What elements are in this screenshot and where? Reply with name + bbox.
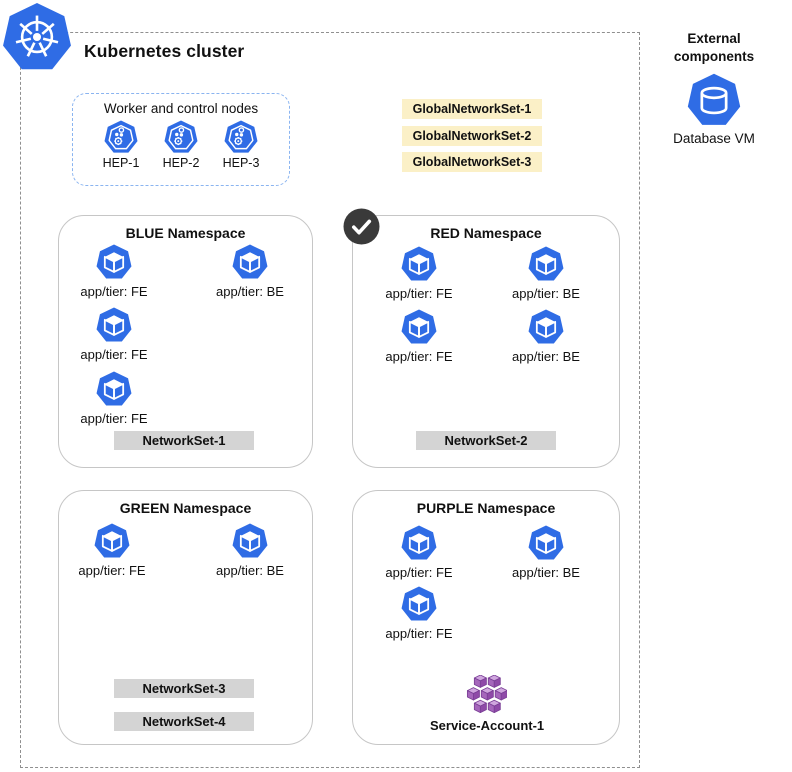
database-icon [687,73,741,127]
pod-label: app/tier: FE [385,349,453,364]
pod [59,371,169,426]
pod [491,246,601,301]
pod [195,523,305,578]
networkset-badge: NetworkSet-4 [114,712,254,731]
networkset-badge: NetworkSet-3 [114,679,254,698]
pod [195,244,305,299]
pod-icon [232,523,268,559]
pod [59,307,169,362]
pod [364,586,474,641]
node-label: HEP-3 [222,156,260,170]
global-networkset-badge: GlobalNetworkSet-1 [402,99,542,119]
pod-icon [94,523,130,559]
kubernetes-logo-icon [2,2,72,72]
node-label: HEP-2 [162,156,200,170]
networkset-badge: NetworkSet-2 [416,431,556,450]
pod [59,244,169,299]
pod-icon [401,586,437,622]
node-icon [104,120,138,154]
namespace-title: RED Namespace [430,225,542,241]
external-components-panel [664,30,764,146]
namespace-blue [58,215,313,468]
service-account-label: Service-Account-1 [430,718,545,733]
node-label: HEP-1 [102,156,140,170]
service-account [430,675,545,733]
external-components-title: External components [673,31,755,64]
namespace-title: BLUE Namespace [125,225,246,241]
selected-check-icon [343,208,380,245]
namespace-title: GREEN Namespace [119,500,252,516]
pod-icon [528,246,564,282]
worker-nodes-box [72,93,290,186]
pod-label: app/tier: BE [512,565,580,580]
pod [364,525,474,580]
service-account-icon [463,675,507,713]
namespace-red [352,215,620,468]
node-hep-2 [153,120,209,170]
pod-label: app/tier: FE [78,563,146,578]
namespace-green [58,490,313,745]
node-hep-1 [93,120,149,170]
pod-label: app/tier: BE [512,349,580,364]
pod-icon [232,244,268,280]
pod-icon [528,525,564,561]
pod-label: app/tier: FE [80,411,148,426]
networkset-badge: NetworkSet-1 [114,431,254,450]
namespace-purple [352,490,620,745]
pod-label: app/tier: FE [385,286,453,301]
pod [364,246,474,301]
node-icon [224,120,258,154]
pod [491,525,601,580]
pod-label: app/tier: FE [80,284,148,299]
external-item-label: Database VM [673,131,755,147]
pod-label: app/tier: FE [385,565,453,580]
pod-icon [96,371,132,407]
pod-label: app/tier: FE [80,347,148,362]
node-hep-3 [213,120,269,170]
worker-nodes-title: Worker and control nodes [103,101,259,116]
pod-label: app/tier: BE [512,286,580,301]
namespace-title: PURPLE Namespace [416,500,556,516]
pod-icon [96,307,132,343]
cluster-title: Kubernetes cluster [84,41,245,61]
pod-icon [96,244,132,280]
external-item-database-vm [664,73,764,146]
pod-label: app/tier: FE [385,626,453,641]
pod-icon [401,246,437,282]
global-networkset-badge: GlobalNetworkSet-2 [402,126,542,146]
pod [364,309,474,364]
node-icon [164,120,198,154]
pod-icon [401,309,437,345]
pod [57,523,167,578]
pod-label: app/tier: BE [216,284,284,299]
pod [491,309,601,364]
pod-icon [528,309,564,345]
pod-label: app/tier: BE [216,563,284,578]
global-networkset-badge: GlobalNetworkSet-3 [402,152,542,172]
pod-icon [401,525,437,561]
